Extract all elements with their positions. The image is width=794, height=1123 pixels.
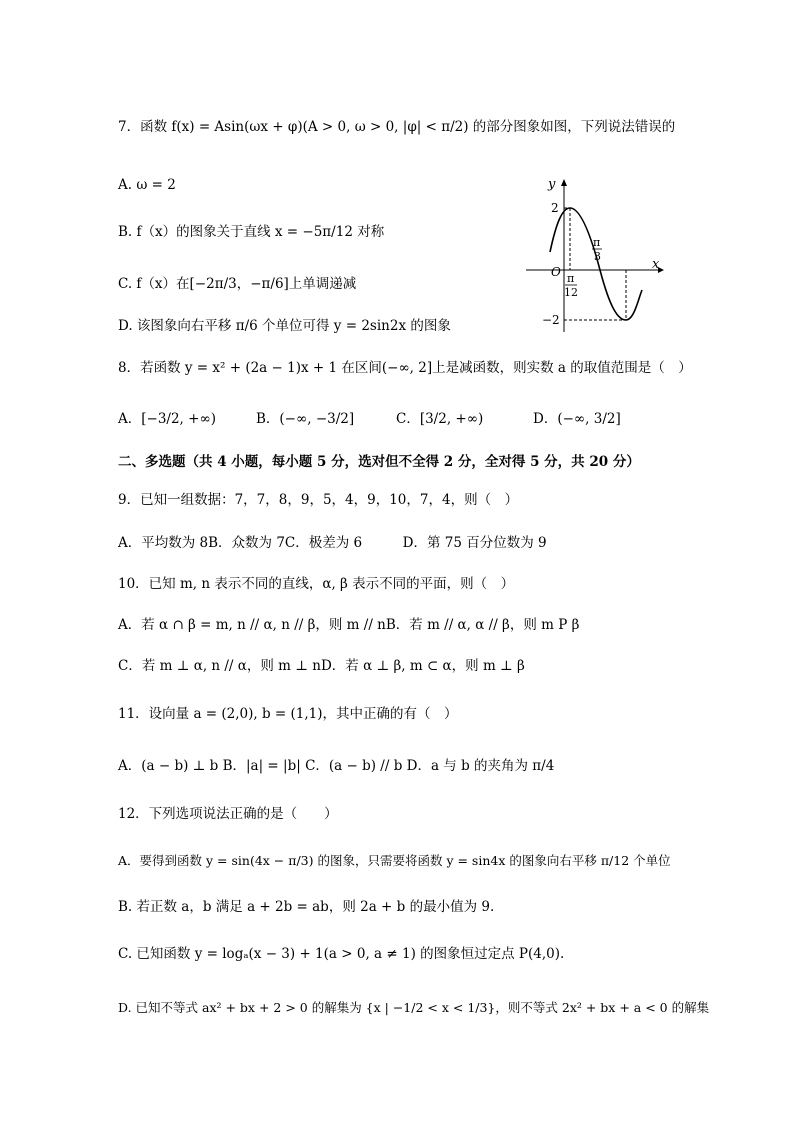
q7-stem: 7．函数 f(x) = Asin(ωx + φ)(A > 0, ω > 0, |φ| < π/2) 的部分图象如图，下列说法错误的 — [118, 119, 676, 135]
max-label: 2 — [551, 201, 559, 215]
min-label: −2 — [542, 313, 560, 327]
y-axis-label: y — [548, 177, 556, 192]
q12-stem: 12．下列选项说法正确的是（ ） — [118, 806, 338, 822]
tick2-denominator: 3 — [594, 250, 601, 263]
q9-stem: 9．已知一组数据：7，7，8，9，5，4，9，10，7，4，则（ ） — [118, 492, 519, 508]
tick1-denominator: 12 — [564, 286, 578, 299]
y-axis-arrow — [561, 179, 567, 186]
q7-option-a: A. ω = 2 — [118, 177, 176, 193]
q12-option-d: D. 已知不等式 ax² + bx + 2 > 0 的解集为 {x | −1/2 < x < 1/3}，则不等式 2x² + bx + a < 0 的解集 — [118, 1000, 710, 1015]
sine-graph — [522, 172, 672, 342]
q10-options-ab: A．若 α ∩ β = m, n // α, n // β，则 m // nB．若 m // α, α // β，则 m P β — [118, 617, 580, 633]
q10-options-cd: C．若 m ⊥ α, n // α，则 m ⊥ nD．若 α ⊥ β, m ⊂ α，则 m ⊥ β — [118, 658, 525, 674]
q11-options: A．(a − b) ⊥ b B．|a| = |b| C．(a − b) // b D．a 与 b 的夹角为 π/4 — [118, 758, 555, 774]
q7-option-b: B. f（x）的图象关于直线 x = −5π/12 对称 — [118, 224, 385, 240]
q11-stem: 11．设向量 a = (2,0), b = (1,1)，其中正确的有（ ） — [118, 706, 458, 722]
q12-option-b: B. 若正数 a，b 满足 a + 2b = ab，则 2a + b 的最小值为 9. — [118, 899, 495, 915]
q10-stem: 10．已知 m, n 表示不同的直线，α, β 表示不同的平面，则（ ） — [118, 576, 515, 592]
q8-option-a: A．[−3/2, +∞) — [118, 411, 216, 427]
q9-options: A．平均数为 8B．众数为 7C．极差为 6 D．第 75 百分位数为 9 — [118, 535, 547, 551]
q12-option-a: A．要得到函数 y = sin(4x − π/3) 的图象，只需要将函数 y = sin4x 的图象向右平移 π/12 个单位 — [118, 853, 671, 868]
origin-label: O — [551, 265, 561, 279]
x-axis-label: x — [652, 257, 660, 272]
section-heading-multiple-choice: 二、多选题（共 4 小题，每小题 5 分，选对但不全得 2 分，全对得 5 分，共 20 分） — [118, 454, 640, 470]
q8-stem: 8．若函数 y = x² + (2a − 1)x + 1 在区间(−∞, 2]上是减函数，则实数 a 的取值范围是（ ） — [118, 360, 692, 376]
q8-option-c: C．[3/2, +∞) — [396, 411, 484, 427]
q7-option-d: D. 该图象向右平移 π/6 个单位可得 y = 2sin2x 的图象 — [118, 318, 451, 334]
tick1-numerator: π — [567, 272, 575, 285]
tick2-numerator: π — [593, 236, 601, 249]
q12-option-c: C. 已知函数 y = logₐ(x − 3) + 1(a > 0, a ≠ 1) 的图象恒过定点 P(4,0). — [118, 946, 565, 962]
q8-option-b: B．(−∞, −3/2] — [256, 411, 355, 427]
q8-option-d: D．(−∞, 3/2] — [533, 411, 621, 427]
q7-option-c: C. f（x）在[−2π/3，−π/6]上单调递减 — [118, 276, 357, 292]
